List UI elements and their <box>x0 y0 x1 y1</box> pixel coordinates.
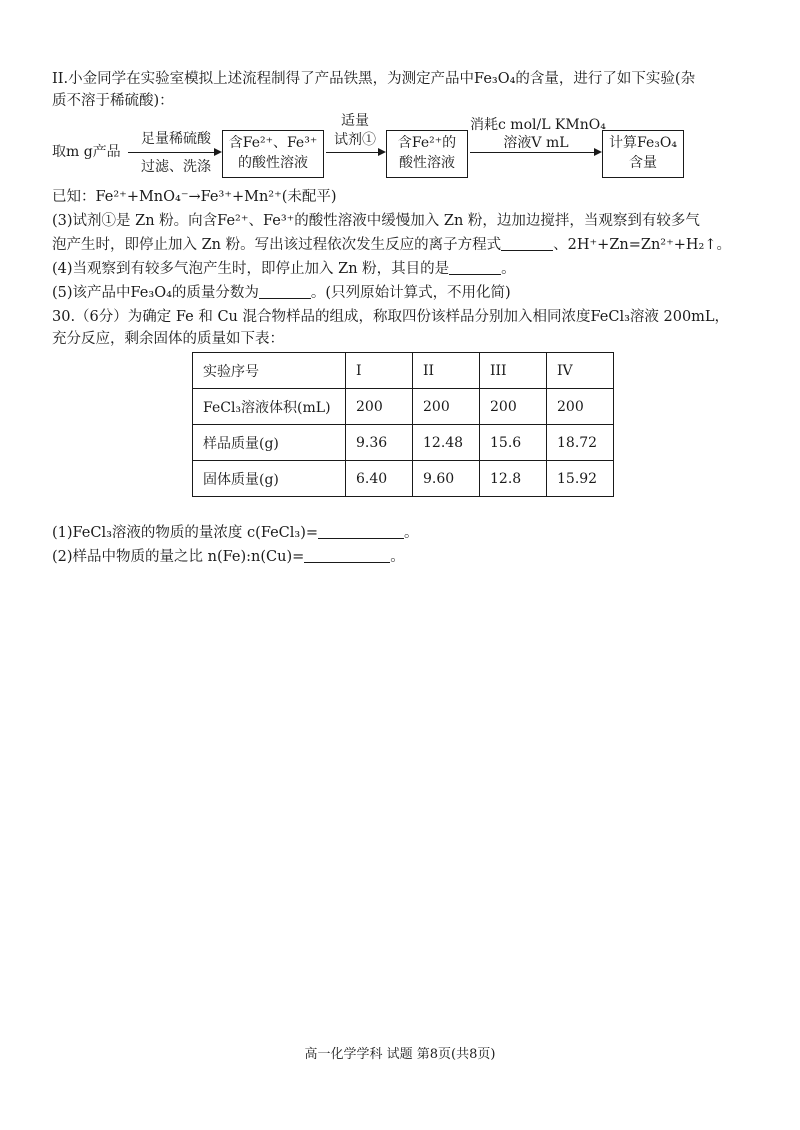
page-footer: 高一化学学科 试题 第8页(共8页) <box>304 1047 496 1062</box>
sub-question-2 <box>52 546 762 568</box>
table-cell: 6.40 <box>346 461 413 497</box>
sub-question-2-text: (2)样品中物质的量之比 n(Fe):n(Cu)= <box>52 549 305 565</box>
flow-arrow-1 <box>128 152 220 153</box>
flow-step3-titrant: 消耗c mol/L KMnO₄ <box>470 117 606 133</box>
flow-box2-line1: 含Fe²⁺的 <box>397 135 457 151</box>
sub-question-1-text: (1)FeCl₃溶液的物质的量浓度 c(FeCl₃)= <box>52 525 319 541</box>
table-cell: 9.36 <box>346 425 413 461</box>
table-row <box>193 389 614 425</box>
known-equation: 已知：Fe²⁺+MnO₄⁻→Fe³⁺+Mn²⁺(未配平) <box>52 189 337 205</box>
table-cell: 200 <box>547 389 614 425</box>
flow-box2-line2: 酸性溶液 <box>399 155 455 171</box>
table-cell: 12.48 <box>413 425 480 461</box>
answer-blank-sub2[interactable] <box>304 548 390 563</box>
question-30-line2: 充分反应，剩余固体的质量如下表： <box>52 331 284 347</box>
sub-question-1 <box>52 522 762 544</box>
flow-box-calculate <box>602 130 684 178</box>
flow-step1-reagent: 足量稀硫酸 <box>141 131 211 147</box>
question-4-text: (4)当观察到有较多气泡产生时，即停止加入 Zn 粉，其目的是 <box>52 261 450 277</box>
table-header-cell: I <box>346 353 413 389</box>
question-3-text: 泡产生时，即停止加入 Zn 粉。写出该过程依次发生反应的离子方程式 <box>52 237 502 253</box>
flow-step3-volume: 溶液V mL <box>503 135 569 151</box>
experiment-flow-diagram <box>52 112 752 192</box>
table-header-cell: IV <box>547 353 614 389</box>
table-cell: 15.92 <box>547 461 614 497</box>
results-table <box>192 352 614 497</box>
question-3-equation: 、2H⁺+Zn=Zn²⁺+H₂↑。 <box>553 237 732 253</box>
table-cell: FeCl₃溶液体积(mL) <box>193 389 346 425</box>
table-cell: 9.60 <box>413 461 480 497</box>
flow-step2-reagent: 试剂① <box>334 132 376 148</box>
table-header-cell: 实验序号 <box>193 353 346 389</box>
answer-blank-q3[interactable] <box>501 236 553 251</box>
table-row <box>193 425 614 461</box>
table-cell: 固体质量(g) <box>193 461 346 497</box>
question-5-end: 。(只列原始计算式，不用化简) <box>310 285 511 301</box>
question-30-line1: 30.（6分）为确定 Fe 和 Cu 混合物样品的组成，称取四份该样品分别加入相同浓度FeCl₃溶液 200mL， <box>52 309 730 325</box>
part2-intro-line1: II.小金同学在实验室模拟上述流程制得了产品铁黑，为测定产品中Fe₃O₄的含量，进行了如下实验(杂 <box>52 71 696 87</box>
flow-box3-line1: 计算Fe₃O₄ <box>609 135 677 151</box>
answer-blank-q4[interactable] <box>449 260 501 275</box>
table-row <box>193 461 614 497</box>
table-header-row <box>193 353 614 389</box>
question-4 <box>52 258 762 280</box>
flow-box3-line2: 含量 <box>629 155 657 171</box>
table-cell: 200 <box>346 389 413 425</box>
question-4-end: 。 <box>501 261 516 277</box>
table-cell: 18.72 <box>547 425 614 461</box>
table-cell: 200 <box>413 389 480 425</box>
table-cell: 200 <box>480 389 547 425</box>
table-cell: 12.8 <box>480 461 547 497</box>
flow-arrow-3 <box>470 152 600 153</box>
flow-box-mixed-solution <box>222 130 324 178</box>
flow-arrow-2 <box>326 152 384 153</box>
table-cell: 15.6 <box>480 425 547 461</box>
flow-box-fe2-solution <box>386 130 468 178</box>
table-header-cell: III <box>480 353 547 389</box>
flow-start-label: 取m g产品 <box>52 144 121 160</box>
table-header-cell: II <box>413 353 480 389</box>
question-5-text: (5)该产品中Fe₃O₄的质量分数为 <box>52 285 259 301</box>
flow-step2-amount: 适量 <box>341 113 369 129</box>
table-cell: 样品质量(g) <box>193 425 346 461</box>
flow-box1-line2: 的酸性溶液 <box>238 155 308 171</box>
answer-blank-sub1[interactable] <box>318 524 404 539</box>
question-5 <box>52 282 762 304</box>
flow-box1-line1: 含Fe²⁺、Fe³⁺ <box>228 135 318 151</box>
answer-blank-q5[interactable] <box>259 284 311 299</box>
part2-intro-line2: 质不溶于稀硫酸)： <box>52 93 174 109</box>
flow-step1-operation: 过滤、洗涤 <box>141 159 211 175</box>
sub-question-2-end: 。 <box>390 549 405 565</box>
sub-question-1-end: 。 <box>404 525 419 541</box>
question-3-line2 <box>52 234 762 256</box>
question-3-line1: (3)试剂①是 Zn 粉。向含Fe²⁺、Fe³⁺的酸性溶液中缓慢加入 Zn 粉，边加边搅拌，当观察到有较多气 <box>52 213 700 229</box>
